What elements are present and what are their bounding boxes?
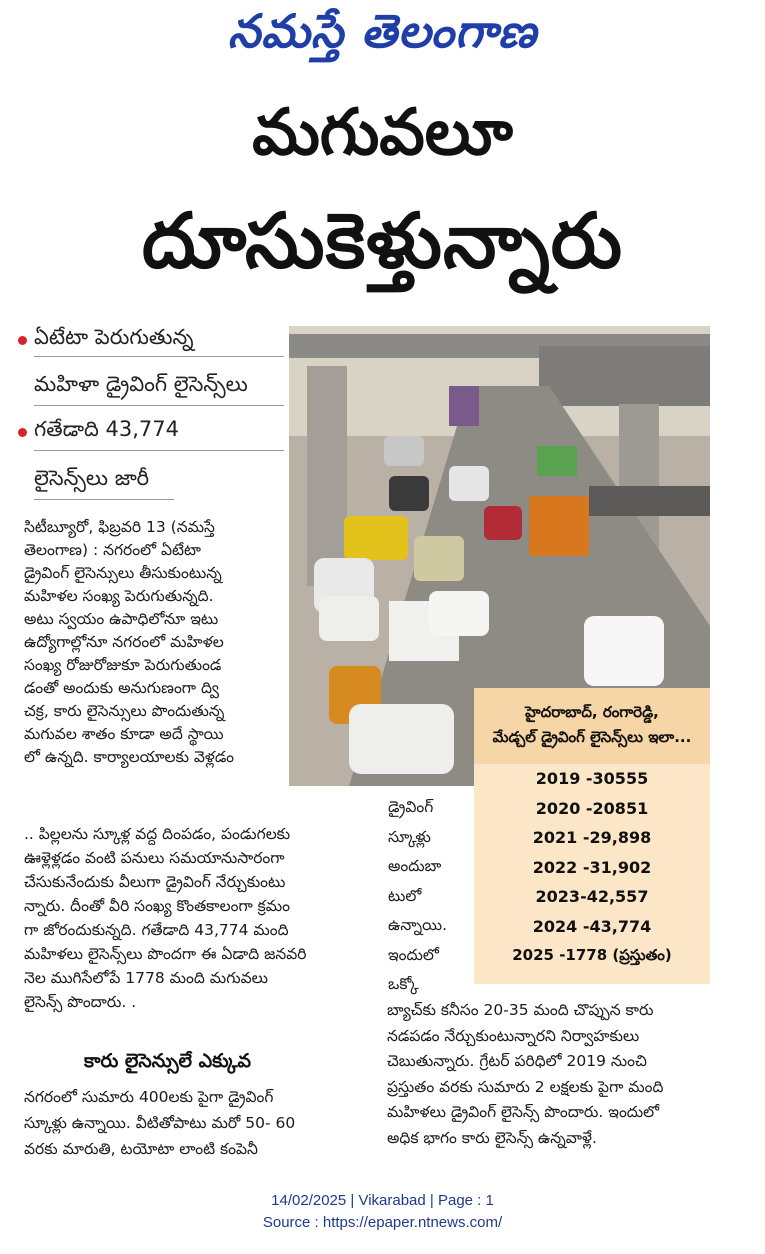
article-line: స్కూళ్లు ఉన్నాయి. వీటితోపాటు మరో 50- 60 [24, 1114, 296, 1132]
article-line: చేసుకునేందుకు వీలుగా డ్రైవింగ్ నేర్చుకుంటు [24, 873, 286, 891]
article-line: ఉద్యోగాల్లోనూ నగరంలో మహిళల [24, 633, 224, 651]
table-row: 2019 -30555 [535, 769, 649, 788]
article-line: మహిళల సంఖ్య పెరుగుతున్నది. [24, 587, 214, 605]
headline-line-2: దూసుకెళ్తున్నారు [141, 196, 624, 285]
table-row: 2024 -43,774 [532, 916, 652, 936]
article-line: ఉన్నాయి. [388, 916, 448, 934]
article-line: చెబుతున్నారు. గ్రేటర్ పరిధిలో 2019 నుంచి [387, 1052, 647, 1070]
table-header [474, 688, 710, 764]
table-row: 2020 -20851 [535, 798, 649, 818]
masthead-logo: నమస్తే తెలంగాణ [227, 4, 538, 58]
headline-line-1: మగువలూ [252, 96, 513, 170]
article-line: మగువల శాతం కూడా అదే స్థాయి [24, 725, 224, 743]
subheading: కారు లైసెన్సులే ఎక్కువ [84, 1050, 252, 1072]
article-body-left-wide [24, 822, 364, 1014]
article-line: నడపడం నేర్చుకుంటున్నారని నిర్వాహకులు [387, 1026, 640, 1045]
article-line: అధిక భాగం కారు లైసెన్స్ ఉన్నవాళ్లే. [387, 1128, 597, 1147]
highlight-1-line-2: మహిళా డ్రైవింగ్ లైసెన్స్‌లు [34, 372, 248, 396]
article-line: గా జోరందుకున్నది. గతేడాది 43,774 మంది [24, 921, 289, 939]
article-line: బ్యాచ్‌కు కనీసం 20-35 మంది చొప్పున కారు [387, 1001, 654, 1019]
footer-source: Source : https://epaper.ntnews.com/ [262, 1214, 503, 1231]
article-line: స్కూళ్లు [388, 827, 431, 846]
table-row: 2025 -1778 (ప్రస్తుతం) [512, 946, 672, 964]
article-line: టులో [388, 886, 422, 905]
article-line: సిటీబ్యూరో, ఫిబ్రవరి 13 (నమస్తే [24, 518, 215, 536]
article-line: ఊళ్లెళ్లడం వంటి పనులు సమయానుసారంగా [24, 849, 285, 867]
bullet-icon [18, 336, 27, 345]
article-line: తెలంగాణ) : నగరంలో ఏటేటా [24, 541, 201, 559]
table-row: 2023-42,557 [535, 887, 649, 906]
highlight-1-line-1: ఏటేటా పెరుగుతున్న [34, 325, 194, 349]
article-line: అందుబా [388, 857, 442, 875]
article-body-left [24, 516, 282, 769]
article-line: ప్రస్తుతం వరకు సుమారు 2 లక్షలకు పైగా మంది [387, 1077, 664, 1096]
bullet-icon [18, 428, 27, 437]
article-line: ఇందులో [388, 945, 439, 964]
article-line: అటు స్వయం ఉపాధిలోనూ ఇటు [24, 610, 219, 628]
license-stats-table [474, 688, 710, 984]
article-line: డంతో అందుకు అనుగుణంగా ద్వి [24, 679, 219, 697]
article-line: లైసెన్స్ పొందారు. . [24, 993, 137, 1011]
article-line: లో ఉన్నది. కార్యాలయాలకు వెళ్లడం [24, 748, 234, 766]
article-line: నెల ముగిసేలోపే 1778 మంది మగువలు [24, 969, 268, 987]
divider [34, 499, 174, 500]
article-line: డ్రైవింగ్ లైసెన్సులు తీసుకుంటున్న [24, 564, 222, 582]
article-line: ఒక్కో [388, 975, 419, 993]
table-row: 2022 -31,902 [532, 857, 652, 877]
article-body-bottom-left [24, 1084, 364, 1162]
article-line: .. పిల్లలను స్కూళ్ల వద్ద దింపడం, పండుగలకు [24, 825, 291, 843]
article-line: నగరంలో సుమారు 400లకు పైగా డ్రైవింగ్ [24, 1088, 274, 1106]
divider [34, 356, 284, 357]
highlight-2-line-2: లైసెన్స్‌లు జారీ [34, 466, 150, 490]
table-row: 2021 -29,898 [532, 828, 652, 847]
article-line: న్నారు. దీంతో వీరి సంఖ్య కొంతకాలంగా క్రమం [24, 897, 291, 915]
article-line: చక్ర, కారు లైసెన్సులు పొందుతున్న [24, 702, 225, 720]
highlight-2-line-1: గతేడాది 43,774 [34, 417, 179, 441]
table-title-line-2: మేడ్చల్ డ్రైవింగ్ లైసెన్స్‌లు ఇలా... [492, 728, 692, 746]
article-line: సంఖ్య రోజురోజుకూ పెరుగుతుండ [24, 656, 222, 674]
article-line: మహిళలు లైసెన్స్‌లు పొందగా ఈ ఏడాది జనవరి [24, 945, 307, 963]
article-line: మహిళలు డ్రైవింగ్ లైసెన్స్ పొందారు. ఇందులో [387, 1103, 660, 1121]
footer-date-edition: 14/02/2025 | Vikarabad | Page : 1 [271, 1192, 494, 1209]
divider [34, 405, 284, 406]
article-line: డ్రైవింగ్ [388, 798, 434, 816]
divider [34, 450, 284, 451]
table-title-line-1: హైదరాబాద్, రంగారెడ్డి, [525, 703, 659, 721]
article-line: వరకు మారుతి, టయోటా లాంటి కంపెనీ [24, 1140, 258, 1158]
article-body-bottom-right [387, 998, 757, 1151]
article-side-column [388, 793, 447, 1000]
